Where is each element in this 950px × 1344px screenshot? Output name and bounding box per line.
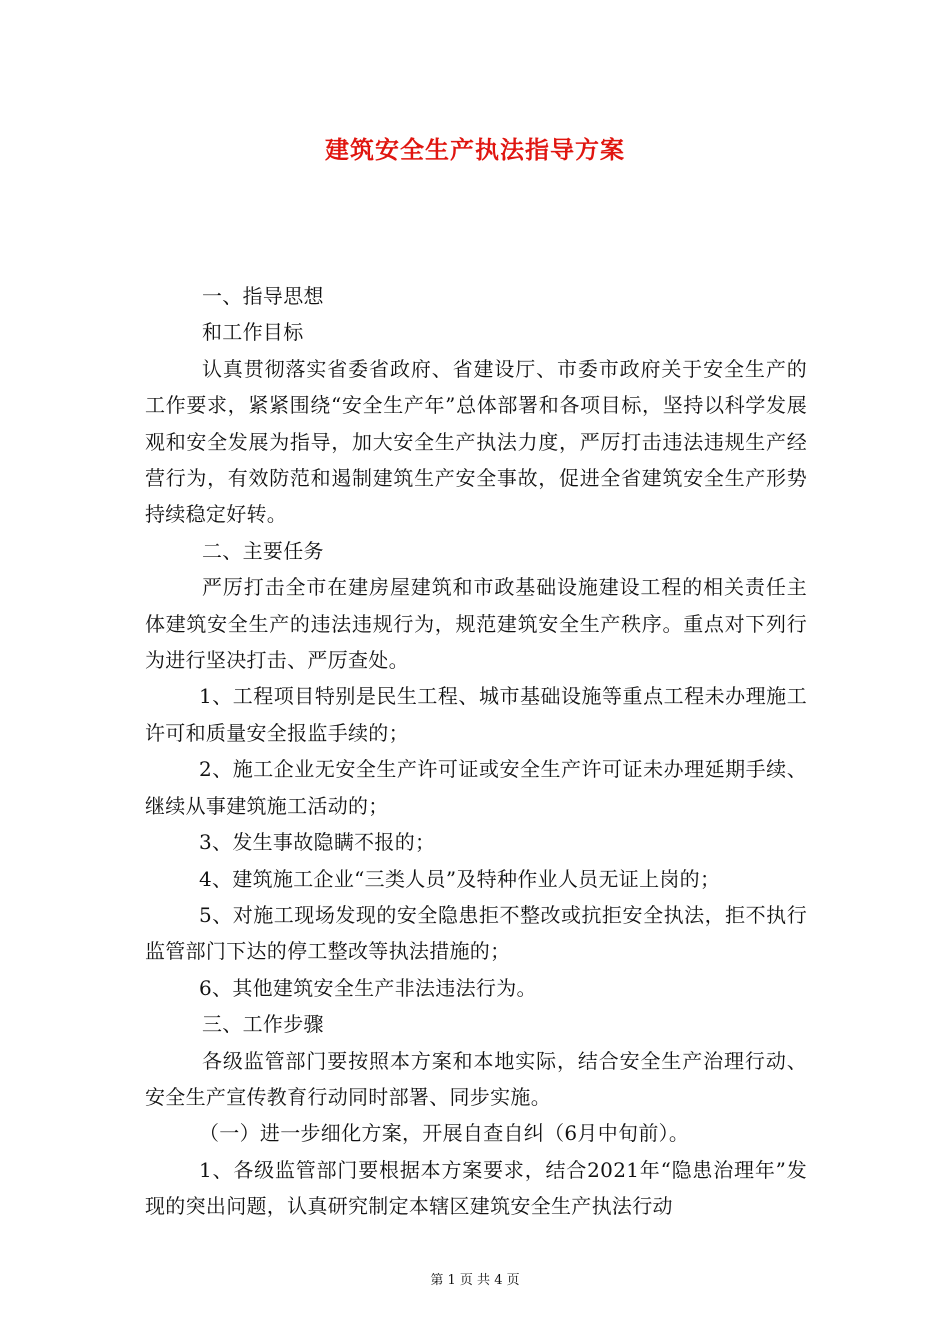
- footer-total-pages: 4: [494, 1273, 503, 1288]
- list-item-6: 6、其他建筑安全生产非法违法行为。: [199, 975, 537, 1000]
- list-item-5: 5、对施工现场发现的安全隐患拒不整改或抗拒安全执法，拒不执行监管部门下达的停工整改等执法措施的；: [145, 902, 807, 964]
- paragraph-goals: 认真贯彻落实省委省政府、省建设厅、市委市政府关于安全生产的工作要求，紧紧围绕“安全生产年”总体部署和各项目标，坚持以科学发展观和安全发展为指导，加大安全生产执法力度，严厉打击违法违规生产经营行为，有效防范和遏制建筑生产安全事故，促进全省建筑安全生产形势持续稳定好转。: [145, 356, 807, 527]
- list-item-1: 1、工程项目特别是民生工程、城市基础设施等重点工程未办理施工许可和质量安全报监手续的；: [145, 684, 807, 745]
- list-item-3: 3、发生事故隐瞒不报的；: [199, 830, 436, 855]
- heading-guiding-ideology: 一、指导思想: [202, 284, 324, 308]
- footer-prefix: 第: [430, 1273, 444, 1288]
- list-item-4: 4、建筑施工企业“三类人员”及特种作业人员无证上岗的；: [199, 866, 721, 891]
- document-title: 建筑安全生产执法指导方案: [325, 135, 625, 164]
- footer-middle: 页 共: [459, 1273, 491, 1288]
- footer-suffix: 页: [506, 1273, 520, 1288]
- list-item-2: 2、施工企业无安全生产许可证或安全生产许可证未办理延期手续、继续从事建筑施工活动的；: [145, 757, 807, 818]
- heading-work-goals: 和工作目标: [202, 320, 304, 345]
- heading-work-steps: 三、工作步骤: [202, 1012, 324, 1037]
- document-body: [145, 278, 807, 1225]
- page-footer: [0, 1269, 950, 1288]
- subheading-step-1: （一）进一步细化方案，开展自查自纠（6月中旬前）。: [199, 1121, 690, 1146]
- paragraph-tasks: 严厉打击全市在建房屋建筑和市政基础设施建设工程的相关责任主体建筑安全生产的违法违规行为，规范建筑安全生产秩序。重点对下列行为进行坚决打击、严厉查处。: [145, 575, 807, 673]
- paragraph-step-1-item-1: 1、各级监管部门要根据本方案要求，结合2021年“隐患治理年”发现的突出问题，认真研究制定本辖区建筑安全生产执法行动: [145, 1157, 807, 1219]
- heading-main-tasks: 二、主要任务: [202, 538, 324, 563]
- paragraph-steps: 各级监管部门要按照本方案和本地实际，结合安全生产治理行动、安全生产宣传教育行动同时部署、同步实施。: [145, 1048, 807, 1109]
- footer-current-page: 1: [447, 1273, 456, 1288]
